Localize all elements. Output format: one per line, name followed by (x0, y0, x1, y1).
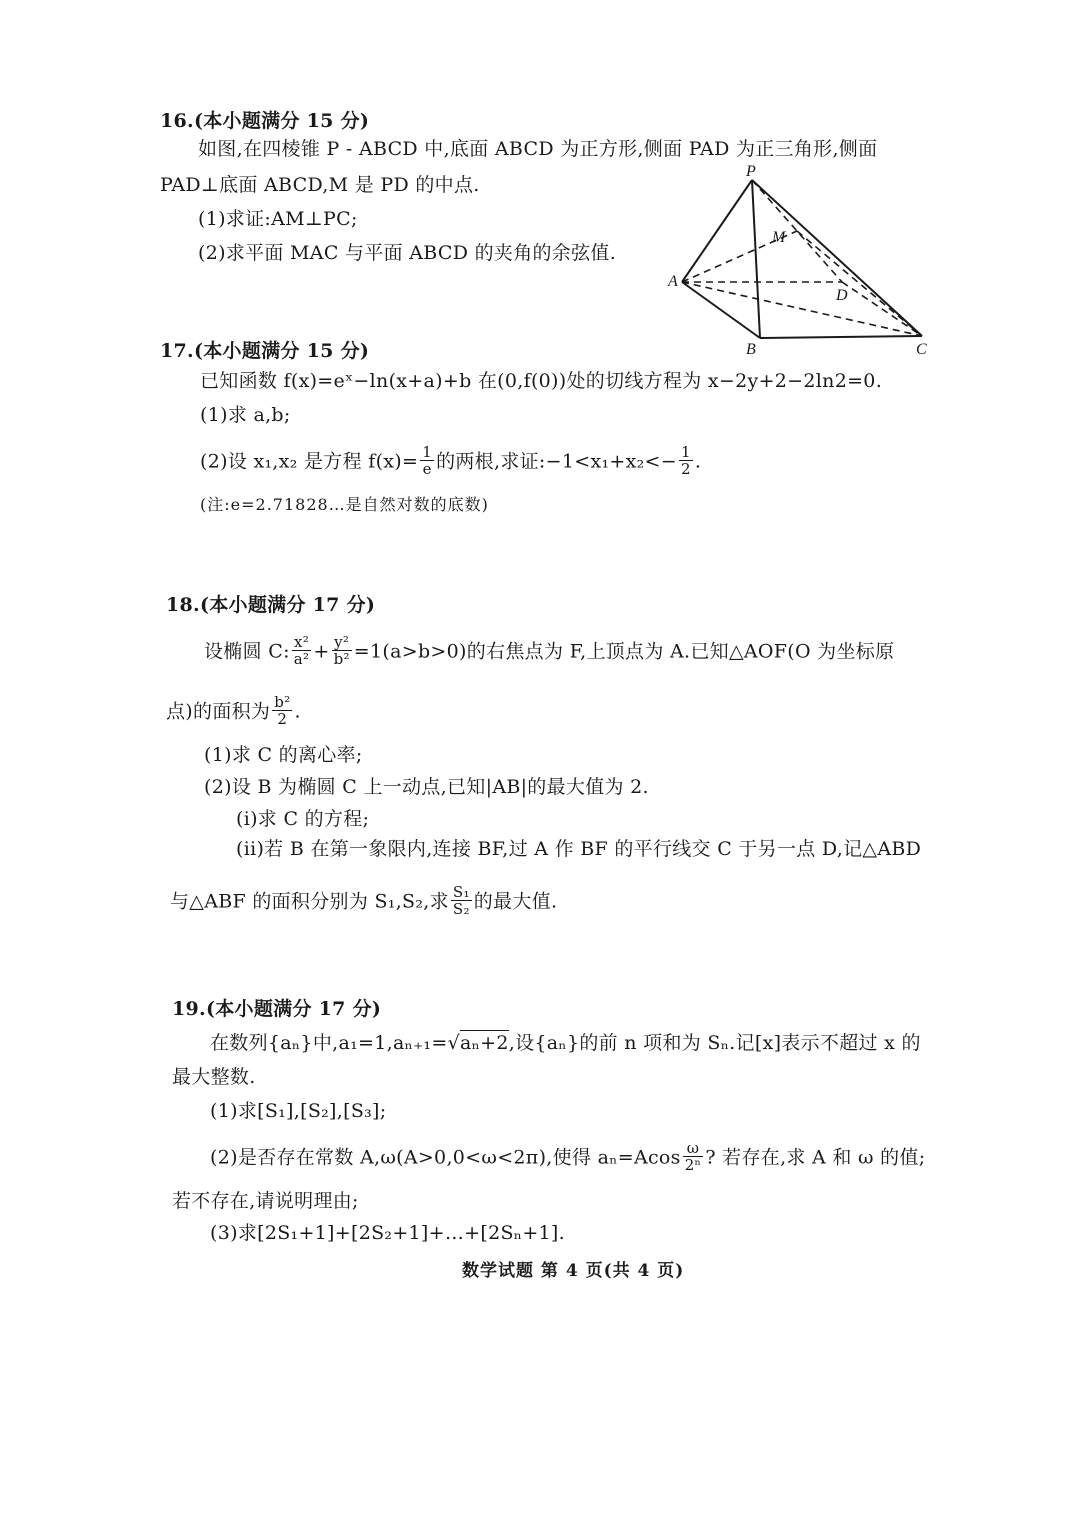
frac-denominator: 2ⁿ (684, 1156, 702, 1174)
q19-fraction-omega-over-2n (683, 1140, 704, 1173)
q16-part1: (1)求证:AM⊥PC; (198, 208, 358, 230)
q18-fraction-b2-over-2 (272, 694, 292, 727)
frac-numerator: b² (274, 693, 291, 711)
q19-stem-line1 (210, 1030, 921, 1056)
q17-fraction-one-over-e (420, 444, 434, 477)
q19-stem1-text-b: ,设{aₙ}的前 n 项和为 Sₙ.记[x]表示不超过 x 的 (508, 1032, 921, 1054)
segment-mc (797, 231, 922, 336)
q17-part1: (1)求 a,b; (200, 404, 291, 426)
q16-header: 16.(本小题满分 15 分) (160, 110, 370, 132)
q18-part2: (2)设 B 为椭圆 C 上一动点,已知|AB|的最大值为 2. (204, 776, 649, 798)
q17-header: 17.(本小题满分 15 分) (160, 340, 370, 362)
q19-part3: (3)求[2S₁+1]+[2S₂+1]+…+[2Sₙ+1]. (210, 1222, 565, 1244)
q17-fraction-one-half (679, 444, 693, 477)
page-footer: 数学试题 第 4 页(共 4 页) (462, 1261, 685, 1281)
q19-header: 19.(本小题满分 17 分) (172, 998, 382, 1020)
frac-numerator: S₁ (452, 883, 470, 901)
q18-header: 18.(本小题满分 17 分) (166, 594, 376, 616)
frac-numerator: ω (683, 1140, 704, 1157)
q19-part1: (1)求[S₁],[S₂],[S₃]; (210, 1100, 387, 1122)
q18-plus: + (313, 640, 330, 663)
edge-bc (760, 336, 922, 338)
q18-part1: (1)求 C 的离心率; (204, 744, 363, 766)
edge-dc (842, 282, 922, 336)
q18-stem1-text-a: 设椭圆 C: (204, 640, 290, 663)
q17-stem: 已知函数 f(x)=eˣ−ln(x+a)+b 在(0,f(0))处的切线方程为 x−2y+2−2ln2=0. (200, 370, 883, 392)
frac-denominator: S₂ (452, 900, 470, 918)
frac-denominator: a² (293, 650, 310, 668)
q19-stem1-text-a: 在数列{aₙ}中,a₁=1,aₙ₊₁= (210, 1032, 448, 1054)
q18-stem1-text-b: =1(a>b>0)的右焦点为 F,上顶点为 A.已知△AOF(O 为坐标原 (353, 640, 895, 663)
label-d: D (836, 287, 848, 304)
q18-stem-line2 (166, 693, 301, 729)
frac-denominator: 2 (680, 460, 691, 478)
label-p: P (746, 163, 756, 180)
q18-stem2-text-b: . (294, 700, 301, 723)
q17-part2-text-b: 的两根,求证:−1<x₁+x₂<− (436, 450, 677, 473)
q18-part2-ii-text-b: 的最大值. (473, 890, 558, 913)
q18-fraction-y2-b2 (332, 634, 352, 667)
label-b: B (746, 341, 756, 358)
q18-part2-i: (i)求 C 的方程; (236, 808, 370, 830)
q19-part2-text-b: ? 若存在,求 A 和 ω 的值; (705, 1146, 926, 1169)
q19-part2-text-a: (2)是否存在常数 A,ω(A>0,0<ω<2π),使得 aₙ=Acos (210, 1146, 681, 1169)
q18-part2-ii-text-a: 与△ABF 的面积分别为 S₁,S₂,求 (170, 890, 449, 913)
label-c: C (916, 341, 927, 358)
frac-denominator: b² (333, 650, 350, 668)
frac-denominator: e (422, 460, 432, 478)
q18-fraction-x2-a2 (292, 634, 312, 667)
label-a: A (668, 273, 678, 290)
frac-numerator: 1 (422, 443, 433, 461)
q18-stem2-text-a: 点)的面积为 (166, 700, 271, 723)
edge-pb (752, 180, 760, 338)
pyramid-figure (660, 160, 950, 360)
q18-fraction-s1-s2 (451, 884, 472, 917)
q17-part2-text-c: . (694, 450, 702, 473)
q19-sqrt-argument: aₙ+2 (460, 1032, 509, 1054)
q19-stem-line2: 最大整数. (172, 1066, 256, 1088)
edge-pc (752, 180, 922, 336)
label-m: M (772, 229, 786, 246)
q17-note: (注:e=2.71828…是自然对数的底数) (200, 495, 489, 514)
frac-denominator: 2 (277, 710, 288, 728)
sqrt-sign: √ (447, 1032, 460, 1054)
q18-part2-ii-line2 (170, 883, 558, 919)
q16-part2: (2)求平面 MAC 与平面 ABCD 的夹角的余弦值. (198, 242, 617, 264)
q19-part2 (210, 1139, 926, 1175)
frac-numerator: x² (292, 634, 312, 651)
q16-stem-line1: 如图,在四棱锥 P - ABCD 中,底面 ABCD 为正方形,侧面 PAD 为正三角形,侧面 (198, 138, 878, 160)
q18-stem-line1 (204, 633, 895, 669)
q16-stem-line2: PAD⊥底面 ABCD,M 是 PD 的中点. (160, 174, 480, 196)
q19-part2-line2: 若不存在,请说明理由; (172, 1190, 359, 1212)
frac-numerator: y² (332, 634, 352, 651)
frac-numerator: 1 (680, 443, 691, 461)
q17-part2 (200, 443, 702, 479)
q17-part2-text-a: (2)设 x₁,x₂ 是方程 f(x)= (200, 450, 419, 473)
q18-part2-ii-line1: (ii)若 B 在第一象限内,连接 BF,过 A 作 BF 的平行线交 C 于另一点 D,记△ABD (236, 838, 922, 860)
